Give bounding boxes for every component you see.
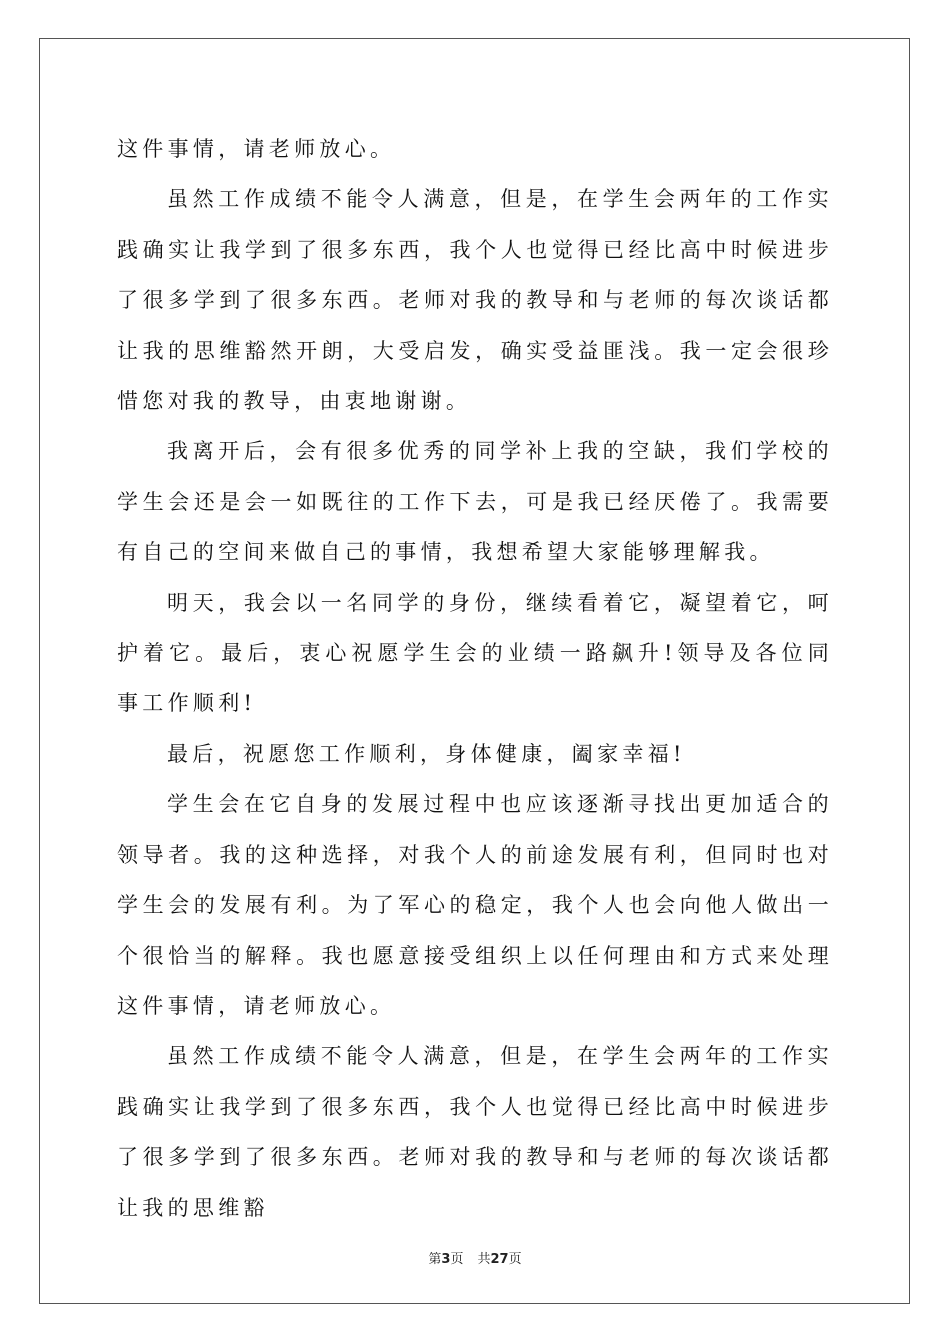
paragraph: 我离开后，会有很多优秀的同学补上我的空缺，我们学校的学生会还是会一如既往的工作下去，可是我已经厌倦了。我需要有自己的空间来做自己的事情，我想希望大家能够理解我。 (117, 439, 833, 565)
paragraph: 最后，祝愿您工作顺利，身体健康，阖家幸福! (167, 741, 686, 766)
page-footer (0, 1248, 950, 1267)
document-body (117, 124, 833, 1233)
total-pages-number: 27 (490, 1252, 509, 1267)
paragraph: 这件事情，请老师放心。 (117, 137, 396, 161)
paragraph: 明天，我会以一名同学的身份，继续看着它，凝望着它，呵护着它。最后，衷心祝愿学生会的业绩一路飙升!领导及各位同事工作顺利! (117, 590, 833, 716)
current-page-number: 3 (441, 1252, 451, 1267)
total-pages-label: 共27页 (477, 1252, 522, 1267)
paragraph: 学生会在它自身的发展过程中也应该逐渐寻找出更加适合的领导者。我的这种选择，对我个人的前途发展有利，但同时也对学生会的发展有利。为了军心的稳定，我个人也会向他人做出一个很恰当的解释。我也愿意接受组织上以任何理由和方式来处理这件事情，请老师放心。 (117, 792, 833, 1018)
paragraph: 虽然工作成绩不能令人满意，但是，在学生会两年的工作实践确实让我学到了很多东西，我个人也觉得已经比高中时候进步了很多学到了很多东西。老师对我的教导和与老师的每次谈话都让我的思维豁然开朗，大受启发，确实受益匪浅。我一定会很珍惜您对我的教导，由衷地谢谢。 (117, 187, 833, 414)
paragraph: 虽然工作成绩不能令人满意，但是，在学生会两年的工作实践确实让我学到了很多东西，我个人也觉得已经比高中时候进步了很多学到了很多东西。老师对我的教导和与老师的每次谈话都让我的思维豁 (117, 1044, 833, 1220)
page-label: 第3页 (428, 1252, 464, 1267)
